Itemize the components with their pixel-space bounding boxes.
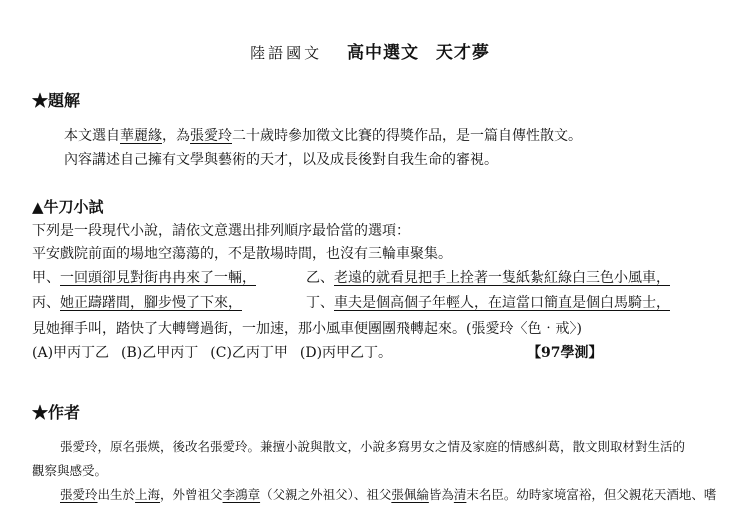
author-p1-line-2: 觀察與感受。 xyxy=(32,463,108,478)
item-yi-text: 老遠的就看見把手上拴著一隻紙紮紅綠白三色小風車， xyxy=(334,270,670,286)
intro-line-2: 內容講述自己擁有文學與藝術的天才，以及成長後對自我生命的審視。 xyxy=(64,152,498,168)
intro-heading: ★題解 xyxy=(32,91,81,110)
quiz-row-1b xyxy=(306,267,670,287)
item-jia-text: 一回頭卻見對街冉冉來了一輛， xyxy=(60,270,256,286)
title-essay: 天才夢 xyxy=(435,43,490,63)
title-series: 陸語國文 xyxy=(250,44,323,62)
author-p1-line-1: 張愛玲，原名張煐，後改名張愛玲。兼擅小說與散文，小說多寫男女之情及家庭的情感糾葛，散文則取材對生活的 xyxy=(60,439,686,454)
quiz-row-2 xyxy=(32,292,242,312)
quiz-row-2b xyxy=(306,292,670,312)
option-c: (C)乙丙丁甲 xyxy=(210,345,288,361)
author-name: 張愛玲 xyxy=(190,128,232,144)
item-bing-text: 她正躊躇間，腳步慢了下來， xyxy=(60,295,242,311)
document-title xyxy=(0,38,740,63)
exam-tag: 【97學測】 xyxy=(534,345,603,361)
book-name: 華麗緣 xyxy=(120,128,162,144)
title-category: 高中選文 xyxy=(347,43,419,63)
item-ding-mark: 丁、 xyxy=(306,295,334,311)
author-p2-line-1: 張愛玲出生於上海，外曾祖父李鴻章（父親之外祖父）、祖父張佩綸皆為清末名臣。幼時家境富裕，但父親花天酒地、嗜 xyxy=(60,487,717,502)
quiz-heading: ▲牛刀小試 xyxy=(32,198,104,216)
quiz-prompt: 平安戲院前面的場地空蕩蕩的，不是散場時間，也沒有三輪車聚集。 xyxy=(32,246,452,262)
quiz-end-line: 見她揮手叫，踏快了大轉彎過街，一加速，那小風車便團團飛轉起來。(張愛玲〈色‧戒〉) xyxy=(32,321,582,337)
item-yi-mark: 乙、 xyxy=(306,270,334,286)
item-ding-text: 車夫是個高個子年輕人，在這當口簡直是個白馬騎士， xyxy=(334,295,670,311)
item-jia-mark: 甲、 xyxy=(32,270,60,286)
option-d: (D)丙甲乙丁。 xyxy=(299,345,393,361)
quiz-row-1 xyxy=(32,267,256,287)
item-bing-mark: 丙、 xyxy=(32,295,60,311)
option-a: (A)甲丙丁乙 xyxy=(32,345,110,361)
quiz-question: 下列是一段現代小說，請依文意選出排列順序最恰當的選項： xyxy=(32,223,410,239)
option-b: (B)乙甲丙丁 xyxy=(121,345,199,361)
quiz-options xyxy=(32,342,603,362)
author-heading: ★作者 xyxy=(32,403,81,422)
intro-line-1: 本文選自華麗緣，為張愛玲二十歲時參加徵文比賽的得獎作品，是一篇自傳性散文。 xyxy=(64,128,582,144)
